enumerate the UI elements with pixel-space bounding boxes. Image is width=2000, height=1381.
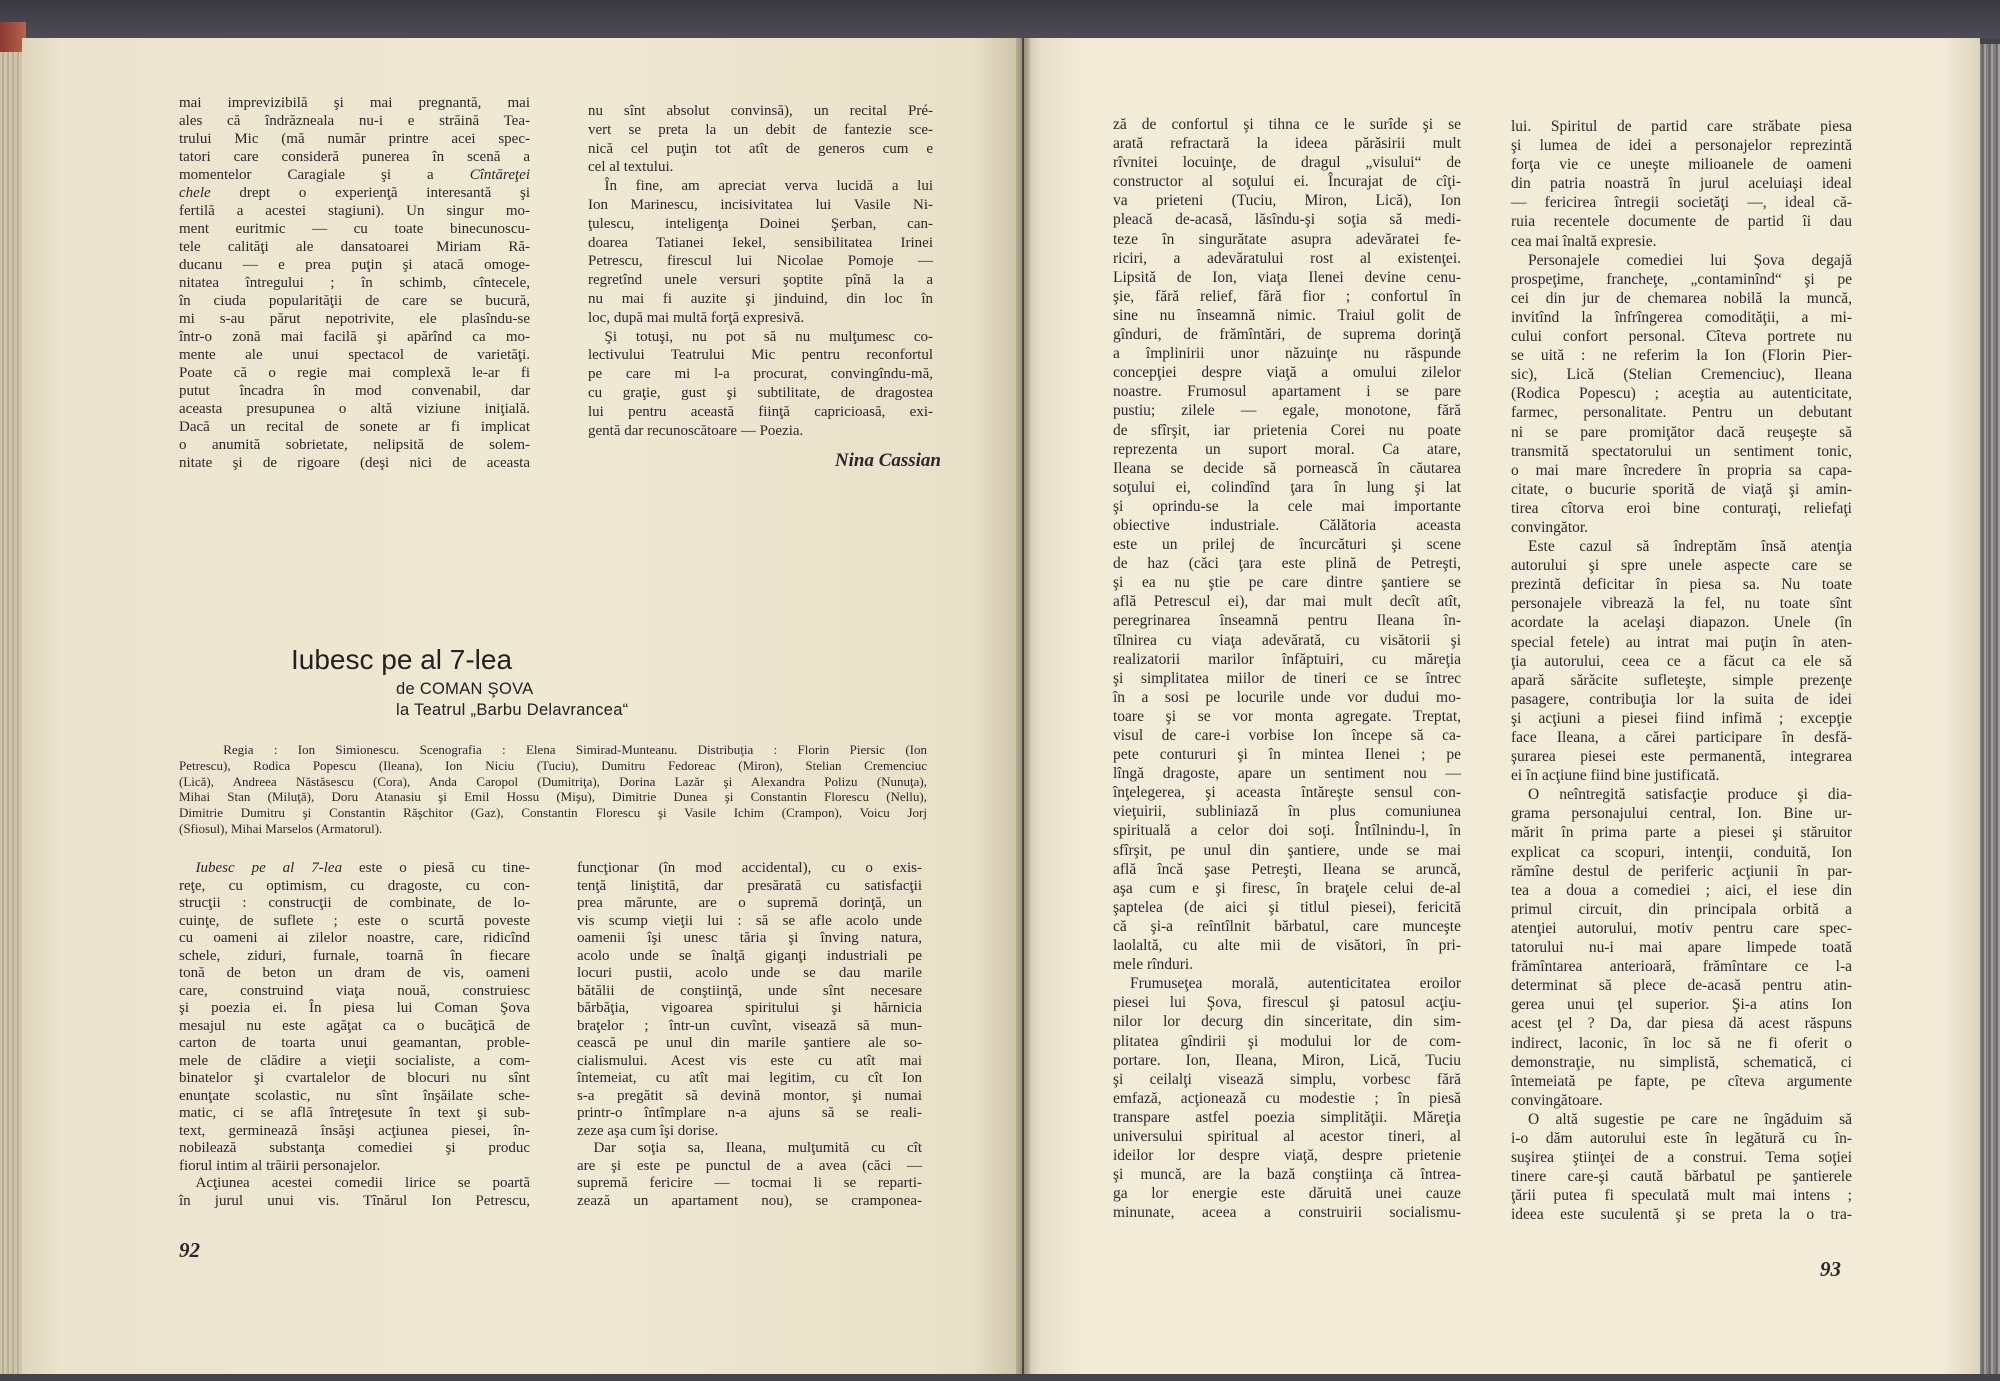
italic-text: Iubesc pe al 7-lea [195,860,343,876]
text-line: cu graţie, gust şi subtilitate, de dragostea [588,384,933,401]
text-line: mesajul nu este agăţat ca o bucăţică de [179,1017,530,1034]
text-line: într-o zonă mai facilă şi apărînd ca mo- [179,329,530,345]
article-column-2 [577,860,922,1210]
text-line: reţe, cu optimism, cu dragoste, cu con- [179,877,530,894]
text-line: tonă de beton un dram de vis, oameni [179,965,530,981]
text-line: pasagere, contribuţia lor la suita de idei [1511,690,1852,708]
review-signature: Nina Cassian [834,450,941,471]
text-run: drept o experienţă interesantă şi [210,185,530,201]
text-line: enunţate scolastic, nu sînt înşăilate sche- [179,1087,530,1104]
text-line: arată refractară la ideea părăsirii mult [1113,135,1461,153]
text-line: Petrescu), Rodica Popescu (Ileana), Ion Niciu (Tuciu), Dumitru Fedoreac (Miron), Stelian Cremenciuc [179,757,927,773]
article-venue: la Teatrul „Barbu Delavrancea“ [396,701,629,719]
text-line: invitînd la înfrîngerea comodităţii, a mi- [1511,308,1852,326]
text-line: în a sosi pe locurile unde vor dudui mo- [1113,688,1461,706]
text-run: momentelor Caragiale şi a [179,167,470,183]
text-line: nilor lor decurg din sinceritate, din sim- [1113,1013,1461,1031]
text-line: gentă dar recunoscătoare — Poezia. [588,422,804,439]
paragraph [588,328,933,441]
text-line: şi simplitatea miilor de tineri ce se întrec [1113,669,1461,687]
text-line: sfîrşit, pe unul din şantiere, unde se mai [1113,841,1461,859]
text-line: o mai mare încredere în propria sa capa- [1511,461,1852,479]
text-line: lui. Spiritul de partid care străbate piesa [1511,118,1852,135]
text-line: este un prilej de încurcături şi scene [1113,536,1461,554]
text-line: convingătoare. [1511,1091,1603,1109]
text-line: că şi-a reîntîlnit bărbatul, care munceşte [1113,917,1461,935]
italic-text: chele [179,185,211,201]
text-line: vis scump vieţii lui : să se afle acolo unde [577,912,922,929]
article-title: Iubesc pe al 7-lea [291,644,513,675]
text-line: lîngă dragoste, apare un sentiment nou — [1113,765,1461,783]
text-line: află Petrescul ei), dar mai mult decît atît, [1113,593,1461,611]
text-line: (Rodica Popescu) ; aceştia au autenticitate, [1511,385,1852,403]
text-line: pete contururi şi în mintea Ilenei ; pe [1113,746,1461,764]
paragraph [1113,115,1461,974]
paragraph [1511,251,1852,537]
text-line: gerea unui ţel superior. Şi-a atins Ion [1511,996,1852,1014]
text-line: prezintă deficitar în piesa sa. Nu toate [1511,576,1852,594]
text-line: tenţă liniştită, dar presărată cu satisfacţii [577,877,922,894]
text-line: apară sărăcite sufleteşte, simple prezenţe [1511,671,1852,689]
text-line: Lipsită de Ion, viaţa Ilenei devine cenu- [1113,268,1461,286]
text-run: este o piesă cu tine- [342,860,530,876]
text-line: tatorului nu-i mai apare limpede toată [1511,939,1852,957]
text-line: funcţionar (în mod accidental), cu o exis- [577,860,922,876]
text-line: şurarea piesei este permanentă, integrarea [1511,748,1852,766]
text-line: acolo unde se înalţă giganţi industriali pe [577,947,922,964]
text-line: bărbăţia, vigoarea spiritului şi hărnicia [577,1000,922,1016]
text-line: întemeiat, cu atît mai legitim, cu cît Ion [577,1070,922,1086]
text-line: constructor al soţului ei. Încurajat de cîţi- [1113,173,1461,191]
text-line: tele calităţi ale dansatoarei Miriam Ră- [179,239,530,255]
text-line: prospeţime, francheţe, „contaminînd“ şi pe [1511,270,1852,288]
text-line: şi lumea de idei a personajelor reprezintă [1511,137,1852,155]
text-line: ză de confortul şi tihna ce le surîde şi se [1113,116,1461,133]
text-line: Petrescu, firescul lui Nicolae Pomoje — [588,253,933,270]
text-line: cei din jur de chemarea nobilă la muncă, [1511,289,1852,307]
text-line: ducanu — e prea puţin şi atacă omoge- [179,257,530,273]
text-line: determinat să plece de-acasă pentru atin- [1511,977,1852,995]
paragraph [179,1175,530,1210]
text-line: ideea este suculentă şi se preta la o tra- [1511,1206,1852,1224]
text-line: a împlinirii unor năzuinţe nu răspunde [1113,345,1461,363]
text-line: În fine, am apreciat verva lucidă a lui [604,178,933,195]
text-line: în jurul unui vis. Tînărul Ion Petrescu, [179,1192,530,1209]
text-line: Personajele comediei lui Şova degajă [1528,251,1852,269]
text-line: cuinţe, de suflete ; este o scurtă poveste [179,912,530,929]
text-line: indirect, laconic, în loc să ne fi oferit o [1511,1034,1852,1052]
text-line: transpare astfel poezia simplităţii. Măreţia [1113,1108,1461,1126]
text-line: zează un apartament nou), se cramponea- [577,1192,922,1209]
text-line: atenţiei autorului, motiv pentru care spec- [1511,919,1852,937]
text-line: nu mai fi auzite şi jinduind, din loc în [588,290,933,307]
text-line: Regia : Ion Simionescu. Scenografia : Elena Simirad-Munteanu. Distribuţia : Florin Piersic (Ion [223,742,927,757]
text-line: demonstraţie, nu simplistă, schematică, ci [1511,1053,1852,1071]
text-line: convingător. [1511,518,1589,536]
text-line: nu sînt absolut convinsă), un recital Pré- [588,103,933,119]
text-line: acest ţel ? Da, dar piesa dă acest răspuns [1511,1015,1852,1033]
text-line: şi oprindu-se la cele mai importante [1113,497,1461,515]
text-line: sic), Lică (Stelian Cremenciuc), Ileana [1511,366,1852,384]
production-credits [179,742,927,837]
text-line: acordate la acelaşi diapazon. Unele (în [1511,614,1852,632]
text-line: s-a pregătit să devină montor, şi numai [577,1087,922,1104]
text-line: zeze aşa cum îşi dorise. [577,1122,719,1139]
text-line: Dacă un recital de sonete ar fi implicat [179,419,530,435]
text-line: suşirea ştiinţei de a construi. Tema soţiei [1511,1149,1852,1167]
text-line: mele rînduri. [1113,956,1194,974]
text-line: Frumuseţea morală, autenticitatea eroilor [1130,975,1461,993]
text-line: O neîntregită satisfacţie produce şi dia- [1528,786,1852,804]
text-line: cului confort personal. Cîteva portrete nu [1511,328,1852,346]
text-line: aşa cum e şi firesc, în braţele celui de-al [1113,879,1461,897]
text-line: printr-o întîmplare n-a ajuns să se reali- [577,1105,922,1121]
text-line: autorului şi spre unele aspecte care se [1511,557,1852,575]
text-line: grama personajului central, Ion. Bine ur- [1511,805,1852,823]
text-line: cu oameni ai zilelor noastre, care, ridicînd [179,930,530,946]
text-line: sine nu înseamnă nimic. Traiul golit de [1113,306,1461,324]
text-line: ales că îndrăzneala nu-i e străină Tea- [179,113,530,129]
text-line: pustiu; zilele — egale, monotone, fără [1113,402,1461,420]
paragraph [588,102,933,177]
text-line: are şi este pe punctul de a avea (căci — [577,1157,922,1174]
text-line: ni se pare promiţător dacă reuşeşte să [1511,423,1852,441]
text-line: lui pentru această fiinţă capricioasă, exi- [588,403,933,420]
text-line: Mihai Stan (Miluţă), Doru Atanasiu şi Emil Hossu (Mişu), Dimitrie Dunea şi Constantin Florescu (Nellu), [179,789,927,805]
text-line: din patria noastră în jurul aceluiaşi ideal [1511,175,1852,193]
text-line: mi s-au părut nepotrivite, ele plasîndu-se [179,311,530,327]
text-line: Dimitrie Dumitru şi Constantin Răşchitor (Gaz), Constantin Florescu şi Vasile Ichim (Crampon), Voicu Jorj [179,805,927,821]
text-line: rămîne destul de periferic acţiunii în par- [1511,862,1852,880]
text-line: ţulescu, inteligenţa Doinei Şerban, can- [588,215,933,232]
text-line: tea a doua a comediei ; aici, el iese din [1511,881,1852,899]
italic-text: Cîntăreţei [469,167,530,183]
text-line: universului spiritual al acestor tineri, al [1113,1127,1461,1145]
text-line: citate, o bucurie sporită de viaţă şi amin- [1511,480,1852,498]
text-line: va prieteni (Tuciu, Miron, Lică), Ion [1113,192,1461,210]
text-line: în ciuda popularităţii de care se bucură, [179,293,530,309]
text-line: face Ileana, a cărei participare în desfă- [1511,729,1852,746]
text-line: (Sfiosul), Mihai Marselos (Armatorul). [179,820,383,836]
paragraph [1511,537,1852,785]
text-line: nitatea întregului ; în schimb, cîntecele, [179,275,530,291]
text-line: — fericirea întregii societăţi —, ideal că- [1511,194,1852,212]
text-line: bătălii de conştiinţă, unde sînt necesare [577,982,922,999]
text-line: vieţuirii, subliniază în plus comuniunea [1113,803,1461,821]
text-line: matic, ci se află întreţesute în text şi sub- [179,1105,530,1121]
article-author: de COMAN ŞOVA [396,680,534,698]
text-line: de sfîrşit, iar prietenia Corei nu poate [1113,421,1461,439]
text-line: gînduri, de frămîntări, de suprema dorinţă [1113,326,1461,344]
text-line: şie, fără relief, fără fior ; confortul în [1113,287,1461,305]
text-line: întemeiată pe fapte, pe cîteva argumente [1511,1072,1852,1090]
text-line: ţării putea fi speculată mult mai intens ; [1511,1187,1852,1205]
text-line: (Lică), Andreea Năstăsescu (Cora), Anda Caropol (Dumitriţa), Dorina Lazăr şi Alexandra Polizu (Nunuţa), [179,773,927,789]
text-line: nitate şi de rigoare (deşi nici de aceasta [179,455,530,471]
text-line: soţului ei, colindînd ţara în lung şi lat [1113,478,1461,496]
text-line: putut încadra în mod convenabil, dar [179,383,530,399]
text-line: realizatorii marilor înfăptuiri, cu măreţia [1113,650,1461,668]
scan-top-border [0,0,2000,38]
text-line: regretînd unele versuri şoptite pînă la a [588,272,933,289]
text-line: teze în singurătate asupra adevăratei fe- [1113,230,1461,248]
text-line: aceasta presupunea o altă viziune iniţială. [179,401,530,417]
text-line: toare şi se vor monta agregate. Treptat, [1113,707,1461,725]
paragraph [179,94,530,472]
text-line: care, construind viaţa nouă, construiesc [179,982,530,999]
text-line: i-o dăm autorului este în legătură cu în- [1511,1129,1852,1147]
text-line: laolaltă, cu alte mii de visători, în pri- [1113,937,1461,955]
text-line: ruia recentele documente de partid îi dau [1511,213,1852,231]
review-column-2 [588,102,933,440]
paragraph [588,177,933,327]
text-line: piesei lui Şova, firescul şi patosul acţiu- [1113,994,1461,1012]
paragraph [1511,1110,1852,1225]
paragraph [179,860,530,1175]
text-line: transmită spectatorului un sentiment tonic, [1511,442,1852,460]
paragraph [577,860,922,1140]
text-line: prea mărunte, are o supremă dorinţă, un [577,895,922,911]
text-line: explicat ca scopuri, intenţii, conduită, Ion [1511,843,1852,861]
text-line: loc, după mai multă forţă expresivă. [588,309,805,326]
text-line: nică cel puţin tot atît de generos cum e [588,140,933,157]
text-line: Ion Marinescu, incisivitatea lui Vasile Ni- [588,196,933,213]
text-line: ţia autorului, ceea ce a făcut ca ele să [1511,652,1852,670]
text-line: peregrinarea înseamnă pentru Ileana în- [1113,612,1461,630]
paragraph [179,742,927,837]
text-line: află încă şase Petreşti, Ileana se aruncă, [1113,860,1461,878]
text-line: pe care mi l-a procurat, convingîndu-mă, [588,366,933,383]
text-line: emfază, acţionează cu modestie ; în piesă [1113,1089,1461,1107]
text-line: cel al textului. [588,159,674,176]
text-line: mele de clădire a vieţii socialiste, a com- [179,1052,530,1069]
text-line: tatori care consideră punerea în scenă a [179,149,530,165]
text-line: de haz (căci ţara este plină de Petreşti, [1113,555,1461,573]
review-column-1 [179,94,530,472]
text-line: ei în acţiune fiind bine justificată. [1511,767,1720,785]
text-line: obiective industriale. Călătoria aceasta [1113,516,1461,534]
text-line: locuri pustii, acolo unde se dau marile [577,965,922,981]
text-line: visul de care-i vorbise Ion începe să ca- [1113,727,1461,744]
text-line: mărit în prima parte a piesei şi stăruitor [1511,824,1852,842]
text-line: special fetele) au intrat mai puţin în aten- [1511,633,1852,651]
text-line: carton de toarta unui geamantan, proble- [179,1035,530,1051]
text-line: ga lor energie este dăruită unei cauze [1113,1185,1461,1203]
right-page-column-1 [1113,115,1461,1222]
text-line: cea mai înaltă expresie. [1511,232,1657,250]
text-line: text, germinează însăşi acţiunea piesei, în- [179,1122,530,1139]
text-line: schele, ziduri, furnale, toarnă în fiecare [179,947,530,964]
text-line: plitatea gîndirii şi modului lor de com- [1113,1032,1461,1050]
text-line: cească pe unul din marile şantiere ale so- [577,1035,922,1051]
text-line: primul circuit, din principala orbită a [1511,900,1852,918]
text-line: portare. Ion, Ileana, Miron, Lică, Tuciu [1113,1051,1461,1069]
text-line: cialismului. Acest vis este cu atît mai [577,1052,922,1069]
text-line: forţa vie ce uneşte milioanele de oameni [1511,156,1852,174]
text-line: rîvnitei locuinţe, de dragul „visului“ de [1113,154,1461,172]
text-line: Ileana se decide să pornească în căutarea [1113,459,1461,477]
text-line: trului Mic (mă număr printre acei spec- [179,131,530,147]
text-line: ideilor lor despre viaţă, despre prietenie [1113,1147,1461,1165]
text-line: înţelegerea, şi aceasta întăreşte sensul con- [1113,784,1461,802]
text-line: o anumită sobrietate, nelipsită de solem- [179,437,530,453]
text-line: şi muncă, are la bază conştiinţa că întrea- [1113,1166,1461,1184]
text-line: vert se preta la un debit de fantezie sce- [588,121,933,138]
text-line [179,166,530,184]
text-line: supremă fericire — tocmai li se reparti- [577,1175,922,1191]
text-line: şi acţiuni a piesei fiind infimă ; excepţie [1511,709,1852,727]
page-number-left: 92 [179,1238,200,1262]
text-line: pleacă de-acasă, lăsîndu-şi soţia să medi- [1113,211,1461,229]
paragraph [1511,785,1852,1110]
text-line: oamenii îşi unesc tăria şi înving natura, [577,930,922,946]
page-number-right: 93 [1820,1257,1841,1281]
text-line: fiorul intim al trăirii personajelor. [179,1157,381,1174]
page-stack-left-edge [0,52,22,1374]
paragraph [577,1140,922,1210]
article-column-1 [179,860,530,1210]
text-line: şaptelea (de aici şi titlul piesei), fericită [1113,898,1461,916]
text-line: şi ea nu ştie pe care dintre şantiere se [1113,574,1461,592]
text-line: riciri, a adevăratului rost al existenţei. [1113,249,1461,267]
text-line: O altă sugestie pe care ne îngăduim să [1528,1110,1852,1128]
text-line: Dar soţia sa, Ileana, mulţumită cu cît [593,1140,922,1156]
text-line: Acţiunea acestei comedii lirice se poartă [195,1175,530,1191]
right-page-column-2 [1511,117,1852,1224]
text-line: personajele vibrează la fel, nu toate sînt [1511,595,1852,613]
text-line: Poate că o regie mai complexă le-ar fi [179,365,530,381]
text-line: şi ceilalţi visează simplu, vorbesc fără [1113,1070,1461,1088]
text-line: tirea cîtorva eroi bine conturaţi, reliefaţi [1511,499,1852,517]
text-line: Este cazul să îndreptăm însă atenţia [1528,538,1852,556]
text-line: spirituală a celor doi soţi. Întîlnindu-l, în [1113,822,1461,840]
text-line [179,184,530,202]
text-line: lectivului Teatrului Mic pentru reconfortul [588,347,933,364]
page-stack-right-edge [1980,44,2000,1374]
text-line: farmec, personalitate. Pentru un debutant [1511,404,1852,422]
text-line: strucţii : construcţii de combinate, de lo- [179,895,530,911]
text-line: ment euritmic — cu toate binecunoscu- [179,221,530,237]
paragraph [1511,117,1852,251]
text-line: mai imprevizibilă şi mai pregnantă, mai [179,95,530,111]
text-line: reprezenta un suport moral. Ca atare, [1113,440,1461,458]
text-line: doarea Tatianei Iekel, sensibilitatea Irinei [588,234,933,251]
text-line: binatelor şi cvartalelor de blocuri nu sînt [179,1070,530,1086]
text-line: braţelor ; într-un cuvînt, visează să mun- [577,1017,922,1034]
text-line: Şi totuşi, nu pot să nu mulţumesc co- [604,328,933,345]
text-line: se uită : ne referim la Ion (Florin Pier- [1511,347,1852,365]
text-line: frămîntarea anterioară, frămîntare ce l-a [1511,958,1852,976]
text-line: minunate, aceea a construirii socialismu- [1113,1204,1461,1222]
text-line: noastre. Frumosul apartament i se pare [1113,383,1461,401]
text-line: mente ale unui spectacol de varietăţi. [179,347,530,363]
text-line: şi poezia ei. În piesa lui Coman Şova [179,1000,530,1016]
text-line: tîlnirea cu viaţa adevărată, cu visătorii şi [1113,631,1461,649]
text-line: nobilează substanţa comediei şi produc [179,1140,530,1156]
book-spine-shadow [1016,38,1030,1374]
paragraph [1113,974,1461,1222]
text-line: tinere care-şi caută bărbatul pe şantierele [1511,1168,1852,1186]
text-line [179,860,530,878]
text-line: fertilă a acestei stagiuni). Un singur mo- [179,203,530,219]
text-line: concepţiei despre viaţă a omului zilelor [1113,364,1461,382]
